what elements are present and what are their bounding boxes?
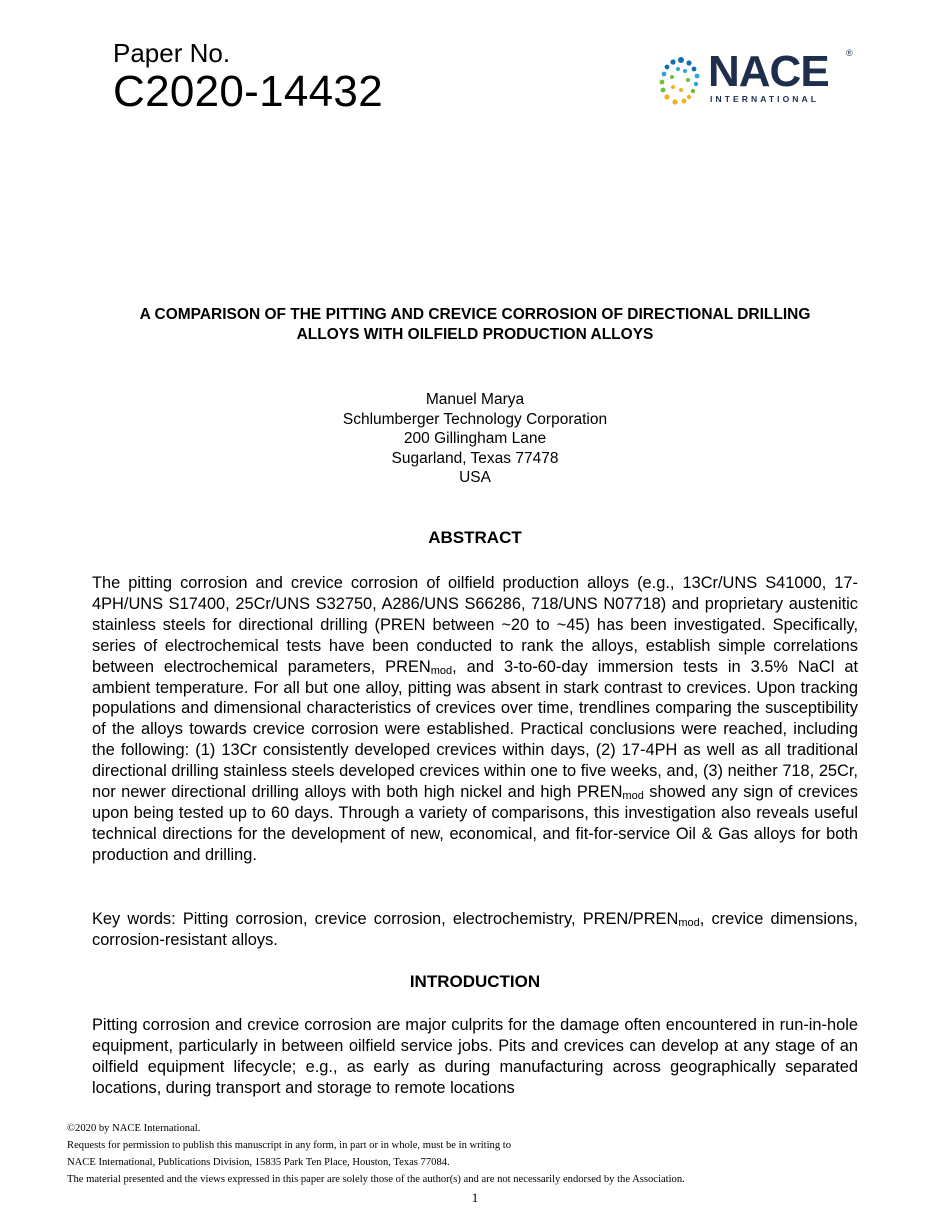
nace-dots-icon [648, 54, 706, 108]
author-city: Sugarland, Texas 77478 [391, 449, 559, 467]
keywords [92, 909, 858, 951]
footer [67, 1120, 685, 1188]
author-organization: Schlumberger Technology Corporation [342, 410, 608, 428]
nace-subtitle: INTERNATIONAL [710, 94, 820, 104]
page-number: 1 [471, 1190, 479, 1205]
author-street: 200 Gillingham Lane [403, 430, 547, 447]
title-line-1: A COMPARISON OF THE PITTING AND CREVICE CORROSION OF DIRECTIONAL DRILLING [139, 306, 811, 323]
introduction-text: Pitting corrosion and crevice corrosion are major culprits for the damage often encountered in run-in-hole equipment, particularly in between oilfield service jobs. Pits and crevices can develop at any stage of an oilfield equipment lifecycle; e.g., as early as during manufacturing across geographically separated locations, during transport and storage to remote locations [92, 1016, 858, 1097]
paper-number: C2020-14432 [113, 67, 383, 116]
registered-mark: ® [846, 48, 853, 58]
introduction-heading: INTRODUCTION [409, 972, 541, 991]
author-country: USA [459, 469, 491, 486]
paper-label: Paper No. [113, 38, 231, 68]
nace-logo [648, 48, 858, 110]
footer-copyright: ©2020 by NACE International. [67, 1123, 201, 1134]
abstract-text-part: showed any sign of crevices upon being tested up to 60 days. Through a variety of comparisons, this investigation also reveals useful technical directions for the development of new, economical, and fit-for-service Oil & Gas alloys for both production and drilling. [92, 783, 858, 864]
footer-line: The material presented and the views expressed in this paper are solely those of the author(s) and are not necessarily endorsed by the Association. [67, 1174, 685, 1185]
paper-number-block [113, 40, 383, 114]
footer-line: NACE International, Publications Division, 15835 Park Ten Place, Houston, Texas 77084. [67, 1157, 450, 1168]
abstract-text-part: , and 3-to-60-day immersion tests in 3.5% NaCl at ambient temperature. For all but one alloy, pitting was absent in stark contrast to crevices. Upon tracking populations and dimensional characteristics of crevices over time, trendlines comparing the susceptibility of the alloys towards crevice corrosion were established. Practical conclusions were reached, including the following: (1) 13Cr consistently developed crevices within days, (2) 17-4PH as well as all traditional directional drilling stainless steels developed crevices within one to five weeks, and, (3) neither 718, 25Cr, nor newer directional drilling alloys with both high nickel and high PREN [92, 657, 858, 802]
title-line-2: ALLOYS WITH OILFIELD PRODUCTION ALLOYS [296, 326, 654, 343]
subscript: mod [622, 790, 644, 803]
keywords-text-part: Key words: Pitting corrosion, crevice corrosion, electrochemistry, PREN/PREN [92, 910, 679, 928]
paper-title [90, 305, 860, 345]
keywords-text-part: , crevice dimensions, corrosion-resistant alloys. [92, 910, 858, 949]
subscript: mod [430, 664, 453, 677]
abstract-text-part: The pitting corrosion and crevice corrosion of oilfield production alloys (e.g., 13Cr/UNS S41000, 17-4PH/UNS S17400, 25Cr/UNS S32750, A286/UNS S66286, 718/UNS N07718) and proprietary austenitic stainless steels for directional drilling (PREN between ~20 to ~45) has been investigated. Specifically, series of electrochemical tests have been conducted to rank the alloys, establish simple correlations between electrochemical parameters, PREN [92, 574, 858, 676]
subscript: mod [678, 917, 700, 929]
abstract-text [92, 573, 858, 866]
author-name: Manuel Marya [425, 391, 525, 408]
abstract-heading: ABSTRACT [428, 528, 522, 547]
footer-line: Requests for permission to publish this manuscript in any form, in part or in whole, must be in writing to [67, 1140, 512, 1151]
nace-wordmark: NACE [708, 47, 829, 96]
author-block [90, 390, 860, 488]
